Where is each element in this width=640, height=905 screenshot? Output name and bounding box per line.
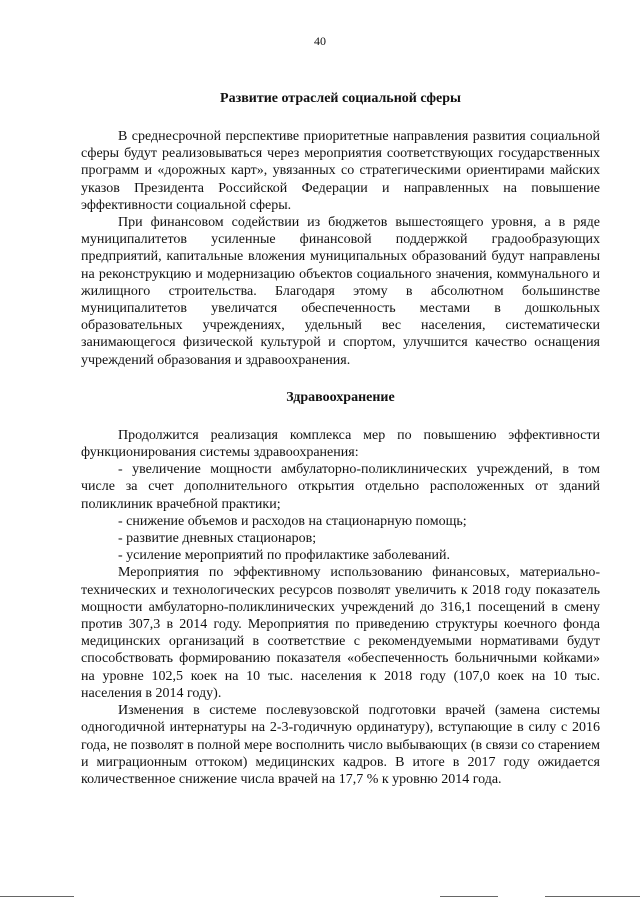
paragraph-priorities: В среднесрочной перспективе приоритетные направления развития социальной сферы будут реализовываться через мероприятия соответствующих государственных программ и «дорожных карт», увязанных со стратегическими ориентирами майских указов Президента Российской Федерации и направленных на повышение эффективности социальной сферы.	[81, 129, 600, 213]
scan-edge-line	[0, 896, 74, 897]
list-item: - усиление мероприятий по профилактике заболеваний.	[118, 548, 451, 564]
paragraph-doctors-training: Изменения в системе послевузовской подготовки врачей (замена системы одногодичной интернатуры на 2-3-годичную ординатуру), вступающие в силу с 2016 года, не позволят в полной мере восполнить число выбывающих (в связи со старением и миграционным оттоком) медицинских кадров. В итоге в 2017 году ожидается количественное снижение числа врачей на 17,7 % к уровню 2014 года.	[81, 703, 600, 787]
list-item: - увеличение мощности амбулаторно-поликлинических учреждений, в том числе за счет дополнительного открытия отдельно расположенных от зданий поликлиник врачебной практики;	[81, 462, 600, 512]
page-number: 40	[314, 34, 326, 48]
section-heading-healthcare: Здравоохранение	[286, 389, 395, 405]
scan-edge-line	[440, 896, 498, 897]
paragraph-resources: Мероприятия по эффективному использованию финансовых, материально-технических и технологических ресурсов позволят увеличить к 2018 году показатель мощности амбулаторно-поликлинических учреждений до 316,1 посещений в смену против 307,3 в 2014 году. Мероприятия по приведению структуры коечного фонда медицинских организаций в соответствие с рекомендуемыми нормативами будут способствовать формированию показателя «обеспеченность больничными койками» на уровне 102,5 коек на 10 тыс. населения к 2018 году (107,0 коек на 10 тыс. населения в 2014 году).	[81, 565, 600, 701]
page-content	[81, 83, 600, 788]
paragraph-financing: При финансовом содействии из бюджетов вышестоящего уровня, а в ряде муниципалитетов усиленные финансовой поддержкой градообразующих предприятий, капитальные вложения муниципальных образований будут направлены на реконструкцию и модернизацию объектов социального значения, коммунального и жилищного строительства. Благодаря этому в абсолютном большинстве муниципалитетов увеличатся обеспеченность местами в дошкольных образовательных учреждениях, удельный вес населения, систематически занимающегося физической культурой и спортом, улучшится качество оснащения учреждений образования и здравоохранения.	[81, 215, 600, 368]
list-item: - развитие дневных стационаров;	[118, 531, 317, 547]
list-item: - снижение объемов и расходов на стационарную помощь;	[118, 513, 467, 529]
scan-edge-line	[545, 896, 640, 897]
paragraph-healthcare-intro: Продолжится реализация комплекса мер по повышению эффективности функционирования системы здравоохранения:	[81, 427, 600, 461]
section-heading-social: Развитие отраслей социальной сферы	[220, 91, 461, 106]
